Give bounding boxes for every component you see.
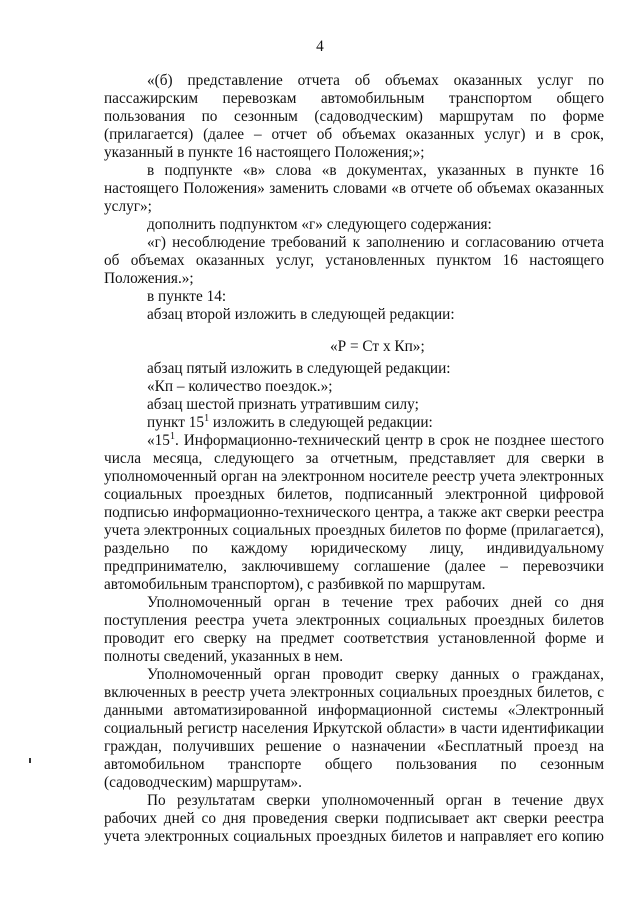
p11-text-end: . Информационно-технический центр в срок не позднее шестого числа месяца, следующего за отчетным, представляет для сверки в уполномоченный орган на электронном носителе реестр учета электронных социальных проездных билетов, подписанный электронной цифровой подписью информационно-технического центра, а также акт сверки реестра учета электронных социальных проездных билетов по форме (прилагается), раздельно по каждому юридическому лицу, индивидуальному предпринимателю, заключившему соглашение (далее – перевозчики автомобильным транспортом), с разбивкой по маршрутам.	[104, 432, 604, 593]
document-body	[104, 72, 604, 846]
paragraph-2: в подпункте «в» слова «в документах, указанных в пункте 16 настоящего Положения» заменить словами «в отчете об объемах оказанных услуг»;	[104, 162, 604, 215]
paragraph-3: дополнить подпунктом «г» следующего содержания:	[147, 216, 492, 233]
paragraph-5: в пункте 14:	[147, 288, 227, 305]
p10-superscript: 1	[204, 413, 210, 424]
paragraph-9: абзац шестой признать утратившим силу;	[147, 396, 419, 413]
paragraph-13: Уполномоченный орган проводит сверку данных о гражданах, включенных в реестр учета электронных социальных проездных билетов, с данными автоматизированной информационной системы «Электронный социальный регистр населения Иркутской области» в части идентификации граждан, получивших решение о назначении «Бесплатный проезд на автомобильном транспорте общего пользования по сезонным (садоводческим) маршрутам».	[104, 666, 604, 791]
p11-superscript: 1	[169, 431, 175, 442]
paragraph-6: абзац второй изложить в следующей редакции:	[147, 306, 455, 323]
paragraph-4: «г) несоблюдение требований к заполнению и согласованию отчета об объемах оказанных услуг, установленных пунктом 16 настоящего Положения.»;	[104, 234, 604, 287]
page-number: 4	[316, 38, 324, 55]
paragraph-10	[104, 414, 604, 432]
paragraph-11	[104, 432, 604, 594]
formula: «Р = Ст х Кп»;	[330, 338, 425, 355]
paragraph-8: «Кп – количество поездок.»;	[147, 378, 333, 395]
margin-mark	[29, 758, 31, 763]
paragraph-14: По результатам сверки уполномоченный орган в течение двух рабочих дней со дня проведения сверки подписывает акт сверки реестра учета электронных социальных проездных билетов и направляет его копию	[104, 792, 604, 845]
p10-text-start: пункт 15	[147, 414, 205, 431]
p10-text-end: изложить в следующей редакции:	[209, 414, 433, 431]
paragraph-12: Уполномоченный орган в течение трех рабочих дней со дня поступления реестра учета электронных социальных проездных билетов проводит его сверку на предмет соответствия установленной форме и полноты сведений, указанных в нем.	[104, 594, 604, 665]
p11-text-start: «15	[147, 432, 170, 449]
paragraph-7: абзац пятый изложить в следующей редакции:	[147, 360, 451, 377]
paragraph-1: «(б) представление отчета об объемах оказанных услуг по пассажирским перевозкам автомобильным транспортом общего пользования по сезонным (садоводческим) маршрутам по форме (прилагается) (далее – отчет об объемах оказанных услуг) и в срок, указанный в пункте 16 настоящего Положения;»;	[104, 72, 604, 161]
